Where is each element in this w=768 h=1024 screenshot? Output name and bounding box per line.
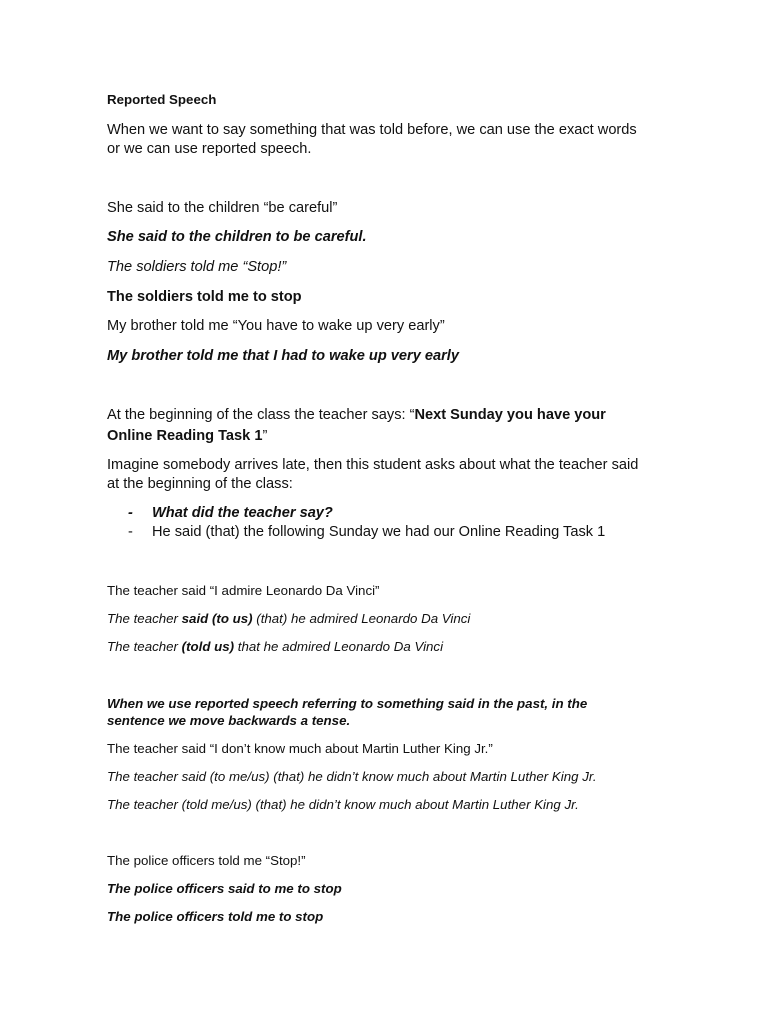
example-1-direct: She said to the children “be careful” [107, 200, 338, 216]
bullet-dash: - [128, 505, 133, 521]
bullet-text: He said (that) the following Sunday we had our Online Reading Task 1 [152, 524, 606, 540]
davinci-r1-pre: The teacher [107, 611, 182, 626]
davinci-r2-bold: (told us) [181, 639, 235, 654]
police-reported-1: The police officers said to me to stop [107, 881, 342, 896]
class-close-quote: ” [262, 428, 268, 444]
mlk-direct: The teacher said “I don’t know much about Martin Luther King Jr.” [107, 741, 493, 756]
example-3-reported: My brother told me that I had to wake up very early [107, 348, 459, 364]
davinci-r2-pre: The teacher [107, 639, 182, 654]
davinci-r2-post: that he admired Leonardo Da Vinci [234, 639, 444, 654]
imagine-line-1: Imagine somebody arrives late, then this student asks about what the teacher said [107, 457, 639, 473]
bullet-item-1 [128, 505, 333, 523]
police-reported-2: The police officers told me to stop [107, 909, 324, 924]
davinci-reported-2 [107, 639, 443, 655]
intro-line-2: or we can use reported speech. [107, 141, 312, 157]
mlk-reported-1: The teacher said (to me/us) (that) he didn’t know much about Martin Luther King Jr. [107, 769, 597, 784]
mlk-reported-2: The teacher (told me/us) (that) he didn’t know much about Martin Luther King Jr. [107, 797, 579, 812]
class-line-2 [107, 428, 267, 446]
rule-line-1: When we use reported speech referring to something said in the past, in the [107, 696, 588, 711]
class-line-1 [107, 407, 606, 425]
police-direct: The police officers told me “Stop!” [107, 853, 306, 868]
class-quote-part-1: Next Sunday you have your [414, 407, 606, 423]
example-3-direct: My brother told me “You have to wake up very early” [107, 318, 445, 334]
davinci-reported-1 [107, 611, 470, 627]
rule-line-2: sentence we move backwards a tense. [107, 713, 351, 728]
class-lead: At the beginning of the class the teacher says: “ [107, 407, 415, 423]
example-1-reported: She said to the children to be careful. [107, 229, 367, 245]
davinci-r1-post: (that) he admired Leonardo Da Vinci [252, 611, 471, 626]
example-2-direct: The soldiers told me “Stop!” [107, 259, 287, 275]
imagine-line-2: at the beginning of the class: [107, 476, 293, 492]
example-2-reported: The soldiers told me to stop [107, 289, 302, 305]
bullet-text: What did the teacher say? [152, 505, 333, 521]
bullet-item-2 [128, 524, 605, 542]
intro-line-1: When we want to say something that was told before, we can use the exact words [107, 122, 637, 138]
davinci-r1-bold: said (to us) [181, 611, 253, 626]
bullet-dash: - [128, 524, 133, 540]
class-quote-part-2: Online Reading Task 1 [107, 428, 263, 444]
document-title: Reported Speech [107, 92, 217, 107]
davinci-direct: The teacher said “I admire Leonardo Da Vinci” [107, 583, 380, 598]
